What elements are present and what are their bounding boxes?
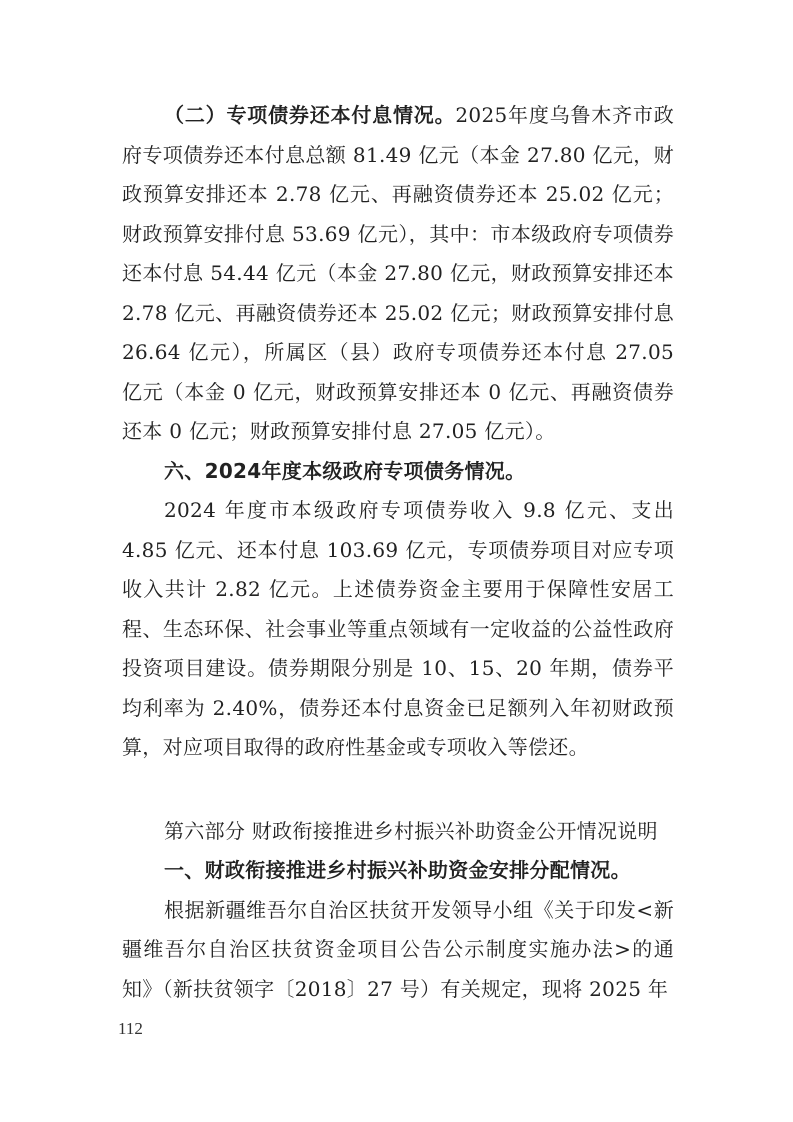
page-content [122, 96, 674, 1009]
section-heading-2024-special-debt: 六、2024年度本级政府专项债务情况。 [164, 458, 526, 483]
part-six-title: 第六部分 财政衔接推进乡村振兴补助资金公开情况说明 [164, 818, 658, 843]
rural-revitalization-paragraph: 根据新疆维吾尔自治区扶贫开发领导小组《关于印发<新疆维吾尔自治区扶贫资金项目公告公示制度实施办法>的通知》（新扶贫领字〔2018〕27 号）有关规定，现将 2025 年 [122, 897, 674, 1001]
rural-revitalization-subheading: 一、财政衔接推进乡村振兴补助资金安排分配情况。 [164, 858, 631, 882]
debt-repayment-body: 2025年度乌鲁木齐市政府专项债券还本付息总额 81.49 亿元（本金 27.80 亿元，财政预算安排还本 2.78 亿元、再融资债券还本 25.02 亿元；财政预算安排付息 53.69 亿元），其中：市本级政府专项债券还本付息 54.44 亿元（本金 27.80 亿元，财政预算安排还本 2.78 亿元、再融资债券还本 25.02 亿元；财政预算安排付息 26.64 亿元），所属区（县）政府专项债券还本付息 27.05 亿元（本金 0 亿元，财政预算安排还本 0 亿元、再融资债券还本 0 亿元；财政预算安排付息 27.05 亿元）。 [122, 103, 674, 443]
debt-repayment-lead: （二）专项债券还本付息情况。 [164, 103, 456, 127]
special-debt-2024-paragraph: 2024 年度市本级政府专项债券收入 9.8 亿元、支出 4.85 亿元、还本付息 103.69 亿元，专项债券项目对应专项收入共计 2.82 亿元。上述债券资金主要用于保障性安居工程、生态环保、社会事业等重点领域有一定收益的公益性政府投资项目建设。债券期限分别是 10、15、20 年期，债券平均利率为 2.40%，债券还本付息资金已足额列入年初财政预算，对应项目取得的政府性基金或专项收入等偿还。 [122, 498, 674, 759]
page-number: 112 [118, 1019, 143, 1038]
debt-repayment-paragraph [122, 96, 674, 452]
